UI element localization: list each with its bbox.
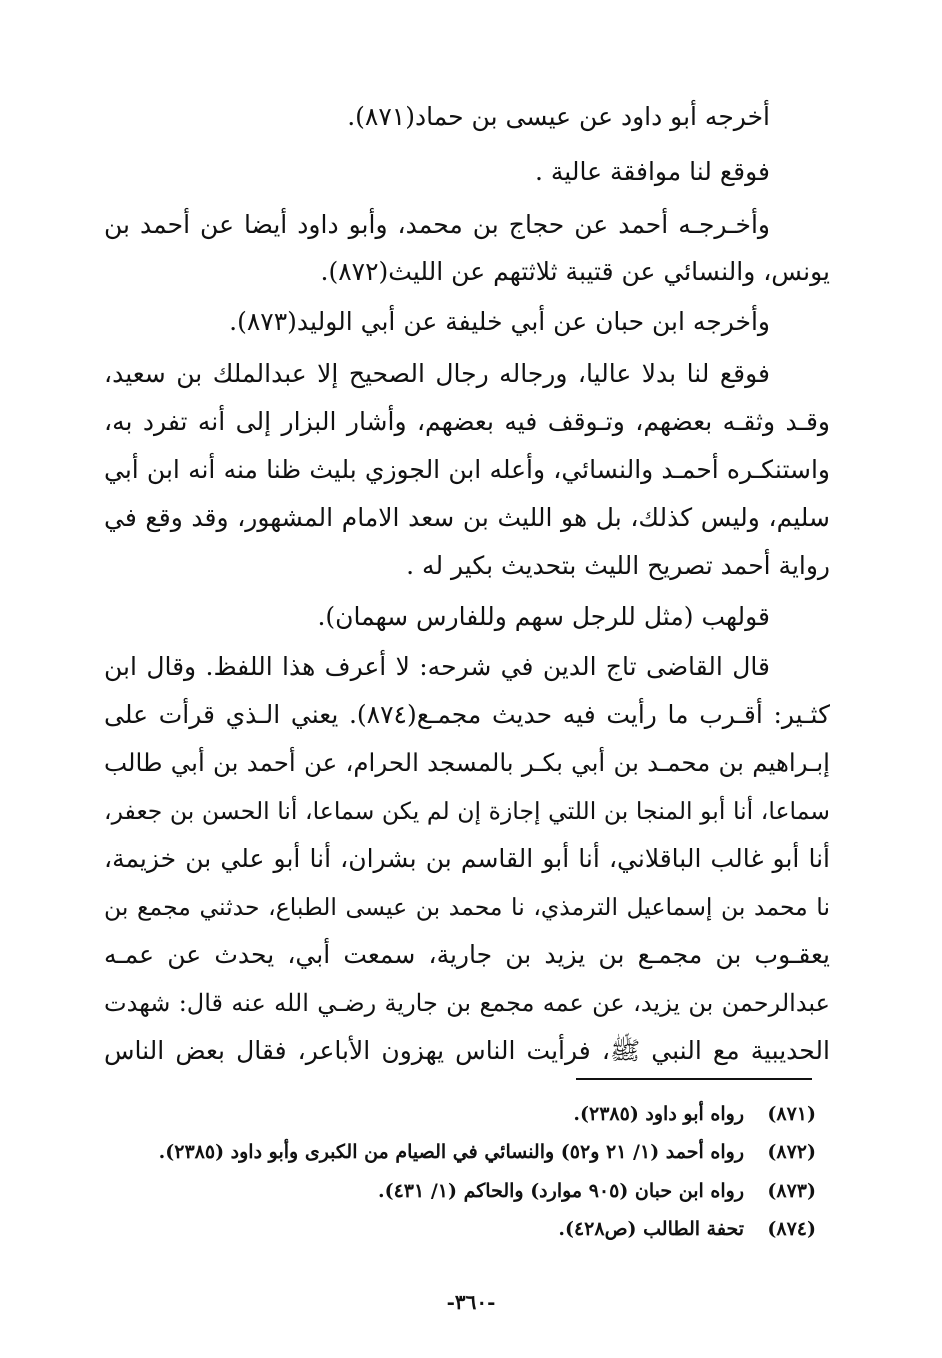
text-line: فوقع لنا موافقة عالية .	[535, 157, 770, 186]
footnote-text: رواه أبو داود (٢٣٨٥).	[573, 1103, 744, 1125]
text-line: يونس، والنسائي عن قتيبة ثلاثتهم عن الليث(٨٧٢).	[320, 257, 830, 286]
text-line: إبـراهيم بن محمـد بن أبي بكـر بالمسجد الحرام، عن أحمد بن أبي طالب	[104, 748, 830, 777]
footnote-text: رواه أحمد (١/ ٢١ و٥٢) والنسائي في الصيام من الكبرى وأبو داود (٢٣٨٥).	[158, 1141, 744, 1163]
text-line: الحديبية مع النبي ﷺ، فرأيت الناس يهزون الأباعر، فقال بعض الناس	[104, 1036, 830, 1065]
footnote-number: (٨٧٢)	[767, 1141, 816, 1163]
text-line: كثـير: أقـرب ما رأيت فيه حديث مجمـع(٨٧٤). يعني الـذي قرأت على	[104, 700, 830, 729]
text-line: وقـد وثقـه بعضهم، وتـوقف فيه بعضهم، وأشار البزار إلى أنه تفرد به،	[104, 407, 830, 436]
footnote	[159, 1137, 816, 1167]
footnote	[573, 1099, 816, 1129]
text-line: قال القاضى تاج الدين في شرحه: لا أعرف هذا اللفظ. وقال ابن	[104, 652, 770, 681]
footnote	[378, 1176, 816, 1206]
text-line: رواية أحمد تصريح الليث بتحديث بكير له .	[406, 551, 830, 580]
text-line: سليم، وليس كذلك، بل هو الليث بن سعد الامام المشهور، وقد وقع في	[104, 503, 830, 532]
footnote	[558, 1214, 816, 1244]
footnote-text: رواه ابن حبان (٩٠٥ موارد) والحاكم (١/ ٤٣١).	[377, 1180, 744, 1202]
text-line: يعقـوب بن مجمـع بن يزيد بن جارية، سمعت أبي، يحدث عن عمـه	[104, 940, 830, 969]
text-line: قولهب (مثل للرجل سهم وللفارس سهمان).	[317, 602, 770, 631]
text-line: سماعا، أنا أبو المنجا بن اللتي إجازة إن لم يكن سماعا، أنا الحسن بن جعفر،	[104, 797, 830, 825]
text-line: أنا أبو غالب الباقلاني، أنا أبو القاسم بن بشران، أنا أبو علي بن خزيمة،	[104, 844, 830, 873]
text-line: واستنكـره أحمـد والنسائي، وأعله ابن الجوزي بليث ظنا منه أنه ابن أبي	[104, 455, 830, 484]
footnote-number: (٨٧١)	[767, 1103, 816, 1125]
text-line: فوقع لنا بدلا عاليا، ورجاله رجال الصحيح إلا عبدالملك بن سعيد،	[104, 359, 770, 388]
footnote-number: (٨٧٤)	[767, 1218, 816, 1240]
text-line: وأخـرجـه أحمد عن حجاج بن محمد، وأبو داود أيضا عن أحمد بن	[104, 210, 770, 239]
text-line: وأخرجه ابن حبان عن أبي خليفة عن أبي الوليد(٨٧٣).	[229, 307, 770, 336]
text-line: نا محمد بن إسماعيل الترمذي، نا محمد بن عيسى الطباع، حدثني مجمع بن	[104, 893, 830, 921]
text-line: أخرجه أبو داود عن عيسى بن حماد(٨٧١).	[347, 102, 770, 131]
footnote-separator	[576, 1078, 812, 1080]
text-line: عبدالرحمن بن يزيد، عن عمه مجمع بن جارية رضـي الله عنه قال: شهدت	[104, 989, 830, 1017]
footnote-text: تحفة الطالب (ص٤٢٨).	[558, 1218, 744, 1240]
page-number: -٣٦٠-	[446, 1290, 496, 1314]
footnote-number: (٨٧٣)	[767, 1180, 816, 1202]
